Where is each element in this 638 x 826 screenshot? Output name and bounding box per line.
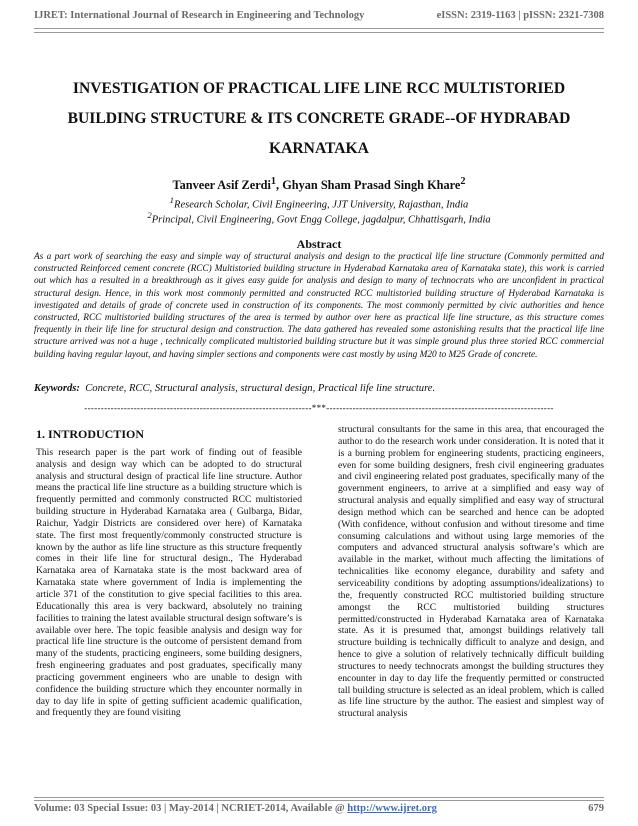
right-column	[338, 424, 604, 720]
intro-paragraph-left: This research paper is the part work of finding out of feasible analysis and design way which can be adopted to do structural analysis and structural design of practical life line structure. Author means the practical life line structure as a building structure which is frequently permitted and commonly constructed RCC multistoried building structure in Hyderabad Karnataka area ( Gulbarga, Bidar, Raichur, Yadgir Districts are considered over here) of Karnataka state. The first most frequently/commonly constructed structure is known by the author as life line structure as this structure frequently comes in their life line for structural design., The Hyderabad Karnataka area of Karnataka state is the most backward area of Karnataka state where government of India is implementing the article 371 of the constitution to give special facilities to this area. Educationally this area is very backward, absolutely no training facilities to training the latest available structural design software’s is available over here. The topic feasible analysis and design way for practical life line structure is the outcome of persistent demand from many of the students, practicing engineers, some building designers, fresh engineering graduates and post graduates, specifically many practicing government engineers who are unable to design with confidence the building structure which they encounter normally in day to day life in spite of getting sufficient academic qualification, and frequently they are found visiting	[36, 446, 302, 719]
author-2: Ghyan Sham Prasad Singh Khare	[282, 178, 461, 193]
journal-header	[34, 10, 604, 21]
footer-volume: Volume: 03 Special Issue: 03 | May-2014 | NCRIET-2014, Available @	[34, 803, 348, 814]
title-line-2: BUILDING STRUCTURE & ITS CONCRETE GRADE--OF HYDRABAD	[67, 110, 571, 127]
affiliation-2	[34, 210, 604, 226]
affiliation-1	[34, 195, 604, 211]
page-number: 679	[588, 803, 604, 814]
keywords-text: Concrete, RCC, Structural analysis, structural design, Practical life line structure.	[85, 383, 436, 394]
title-line-3: KARNATAKA	[269, 140, 369, 157]
paper-title	[34, 74, 604, 164]
intro-paragraph-right: structural consultants for the same in this area, that encouraged the author to do the research work under consideration. It is noted that it is a burning problem for engineering students, practicing engineers, even for some building designers, fresh civil engineering graduates and civil engineering related post graduates, specifically many of the government engineers, to arrive at a simplified and easy way of structural analysis and equally simplified and easy way of structural design method which can be searched and hence can be adopted (With confidence, without confusion and without tiresome and time consuming calculations and without using large memories of the computers and advanced structural analysis software’s which are available in the market, without much affecting the limitations of technicalities like economy elegance, durability and safety and serviceability conditions by adopting assumptions/idealizations) to the, frequently constructed RCC multistoried building structure amongst the RCC multistoried building structures permitted/constructed in Hyderabad Karnataka area of Karnataka state. As it is presumed that, amongst buildings relatively tall structure building is technically difficult to analyze and design, and hence to give a solution of relatively technically difficult building structures to needy technocrats amongst the building structures they encounter in day to day life the frequently permitted or constructed tall building structure is selected as an ideal problem, which is called as life line structure by the author. The easiest and simplest way of structural analysis	[338, 424, 604, 720]
keywords	[34, 383, 604, 394]
journal-name: IJRET: International Journal of Research in Engineering and Technology	[34, 10, 365, 21]
journal-issn: eISSN: 2319-1163 | pISSN: 2321-7308	[436, 10, 604, 21]
affiliation-2-sup: 2	[147, 210, 152, 220]
abstract-text: As a part work of searching the easy and simple way of structural analysis and design to the practical life line structure (Commonly permitted and constructed Reinforced cement concrete (RCC) Multistoried building structure in Hyderabad Karnataka area of Karnataka state), this work is carried out which has a resulted in a breakthrough as it gives easy guide for analysis and design to many of technocrats who are unconfident in practical structural design. Hence, in this work most commonly permitted and constructed RCC multistoried building structure of Hyderabad Karnataka is investigated and details of grade of concrete used in construction of its components. The most commonly permitted by civic authorities and hence constructed, RCC multistoried building structures of the area is termed by author over here as practical life line structure, as this structure comes frequently in their life line for structural design and construction. The data gathered has revealed some astonishing results that the practical life line structure arrived was not a huge , technically complicated multistoried building structure but it was simple ground plus three storied RCC commercial building having regular layout, and having simpler sections and components were cast mostly by using M20 to M25 Grade of concrete.	[34, 252, 604, 360]
footer-info	[34, 803, 437, 814]
author-list	[34, 176, 604, 193]
author-separator: ,	[276, 178, 283, 193]
affiliation-2-text: Principal, Civil Engineering, Govt Engg College, jagdalpur, Chhattisgarh, India	[151, 214, 491, 226]
page-footer	[34, 803, 604, 814]
author-2-sup: 2	[460, 176, 466, 187]
section-separator: ---------------------------------------------------------------------***---------------------------------------------------------------------	[84, 403, 554, 413]
author-1: Tanveer Asif Zerdi	[172, 178, 271, 193]
abstract-heading: Abstract	[296, 237, 342, 251]
header-rule	[34, 28, 604, 29]
title-line-1: INVESTIGATION OF PRACTICAL LIFE LINE RCC MULTISTORIED	[72, 80, 566, 97]
left-column	[36, 429, 302, 719]
section-heading: 1. INTRODUCTION	[36, 427, 145, 441]
footer-rule-2	[34, 800, 604, 801]
keywords-label: Keywords:	[34, 383, 80, 394]
author-1-sup: 1	[270, 176, 277, 187]
journal-link[interactable]: http://www.ijret.org	[347, 803, 437, 814]
header-rule-2	[34, 32, 604, 33]
affiliation-1-sup: 1	[169, 195, 175, 205]
affiliation-1-text: Research Scholar, Civil Engineering, JJT University, Rajasthan, India	[174, 199, 469, 211]
footer-rule	[34, 797, 604, 798]
